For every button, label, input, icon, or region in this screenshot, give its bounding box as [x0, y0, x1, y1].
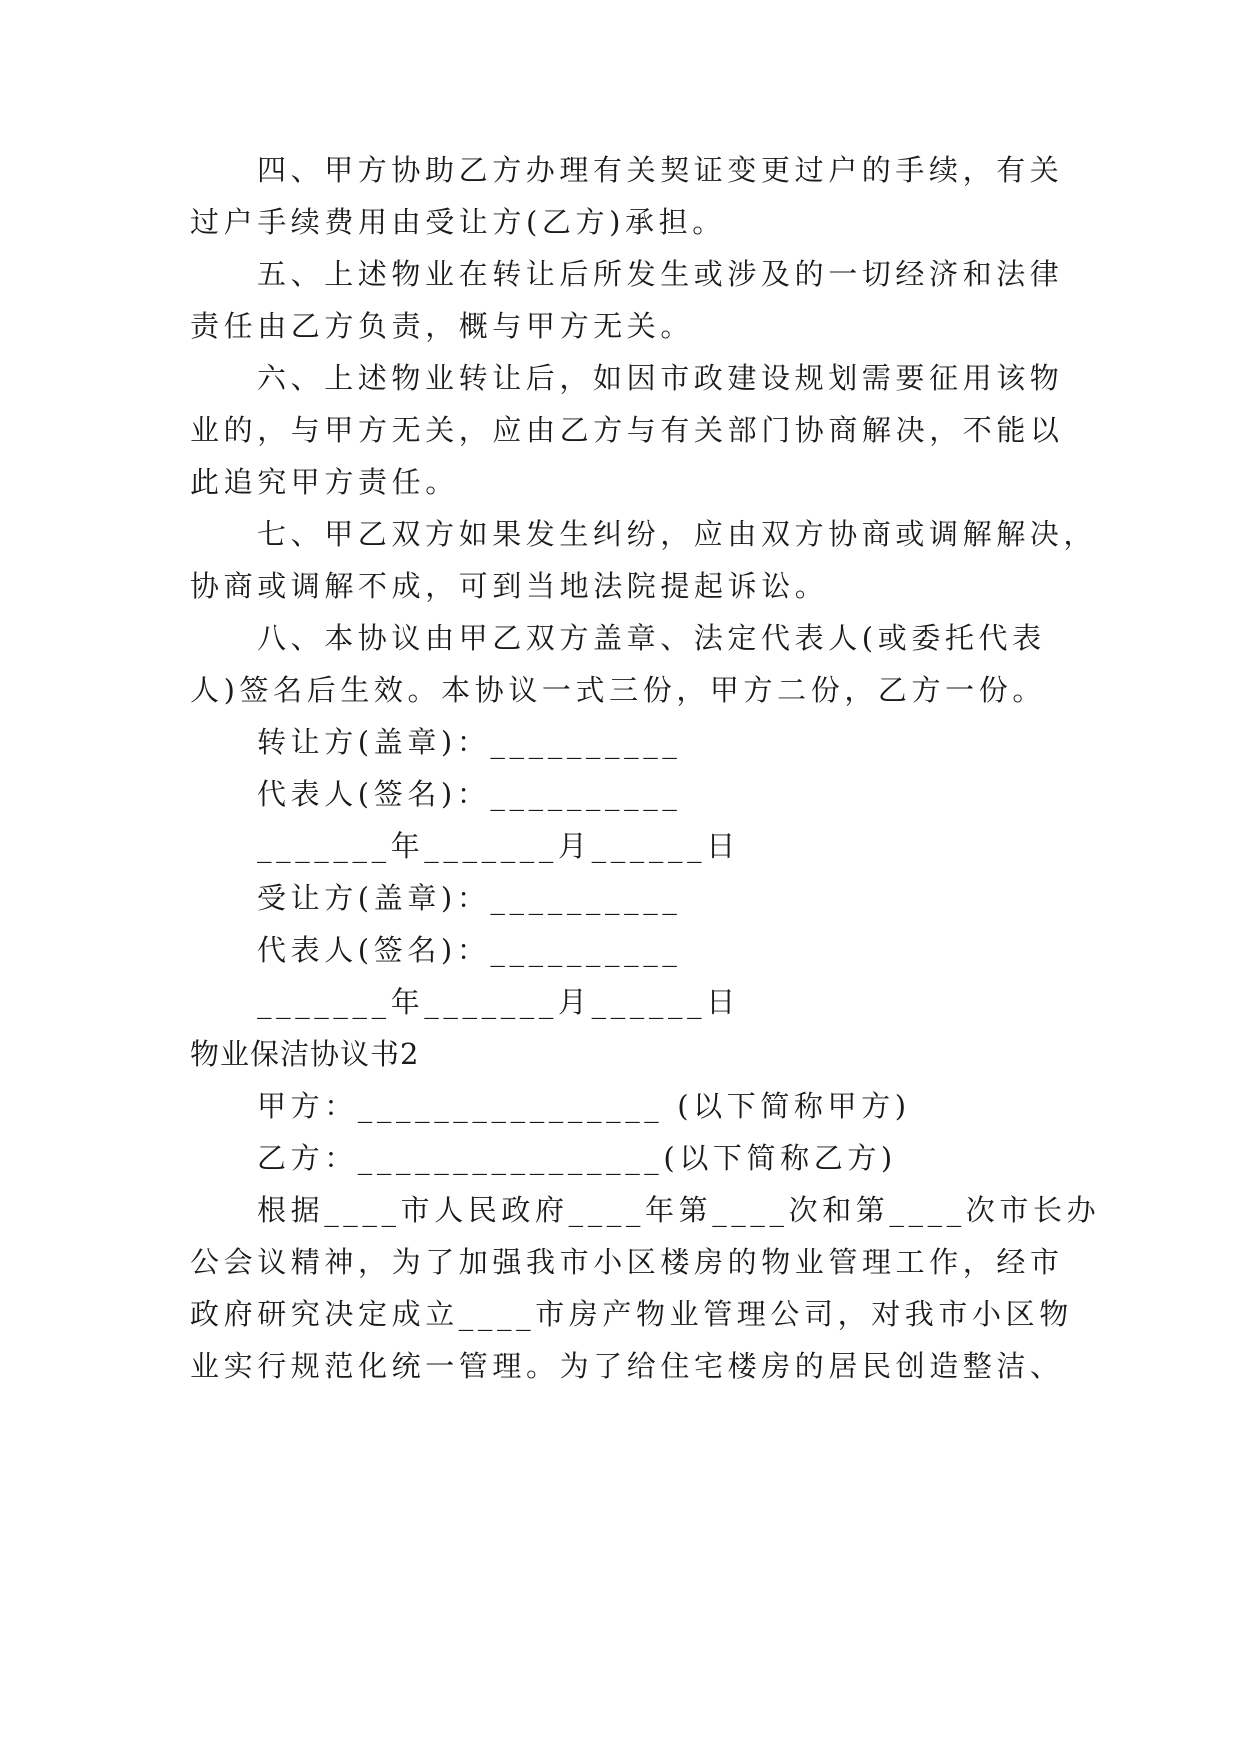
- transferee-representative-line: 代表人(签名)：__________: [257, 933, 682, 967]
- clause-6-line-1: 六、上述物业转让后，如因市政建设规划需要征用该物: [257, 361, 1064, 395]
- clause-7-line-2: 协商或调解不成，可到当地法院提起诉讼。: [190, 569, 829, 603]
- party-b-line: 乙方：________________(以下简称乙方): [257, 1141, 897, 1175]
- clause-8-line-1: 八、本协议由甲乙双方盖章、法定代表人(或委托代表: [257, 621, 1046, 655]
- clause-5-line-2: 责任由乙方负责，概与甲方无关。: [190, 309, 695, 343]
- transferor-seal-line: 转让方(盖章)：__________: [257, 725, 682, 759]
- agreement-2-title: 物业保洁协议书2: [190, 1037, 420, 1071]
- clause-6-line-2: 业的，与甲方无关，应由乙方与有关部门协商解决，不能以: [190, 413, 1064, 447]
- transferee-seal-line: 受让方(盖章)：__________: [257, 881, 682, 915]
- agreement-2-paragraph-line-2: 公会议精神，为了加强我市小区楼房的物业管理工作，经市: [190, 1245, 1064, 1279]
- clause-4-line-2: 过户手续费用由受让方(乙方)承担。: [190, 205, 726, 239]
- transferor-representative-line: 代表人(签名)：__________: [257, 777, 682, 811]
- clause-4-line-1: 四、甲方协助乙方办理有关契证变更过户的手续，有关: [257, 153, 1064, 187]
- transferor-date-line: _______年_______月______日: [257, 829, 740, 863]
- clause-7-line-1: 七、甲乙双方如果发生纠纷，应由双方协商或调解解决，: [257, 517, 1098, 551]
- transferee-date-line: _______年_______月______日: [257, 985, 740, 1019]
- agreement-2-paragraph-line-3: 政府研究决定成立____市房产物业管理公司，对我市小区物: [190, 1297, 1073, 1331]
- clause-5-line-1: 五、上述物业在转让后所发生或涉及的一切经济和法律: [257, 257, 1064, 291]
- clause-8-line-2: 人)签名后生效。本协议一式三份，甲方二份，乙方一份。: [190, 673, 1046, 707]
- clause-6-line-3: 此追究甲方责任。: [190, 465, 459, 499]
- party-a-line: 甲方：________________ (以下简称甲方): [257, 1089, 911, 1123]
- agreement-2-paragraph-line-1: 根据____市人民政府____年第____次和第____次市长办: [257, 1193, 1101, 1227]
- agreement-2-paragraph-line-4: 业实行规范化统一管理。为了给住宅楼房的居民创造整洁、: [190, 1349, 1064, 1383]
